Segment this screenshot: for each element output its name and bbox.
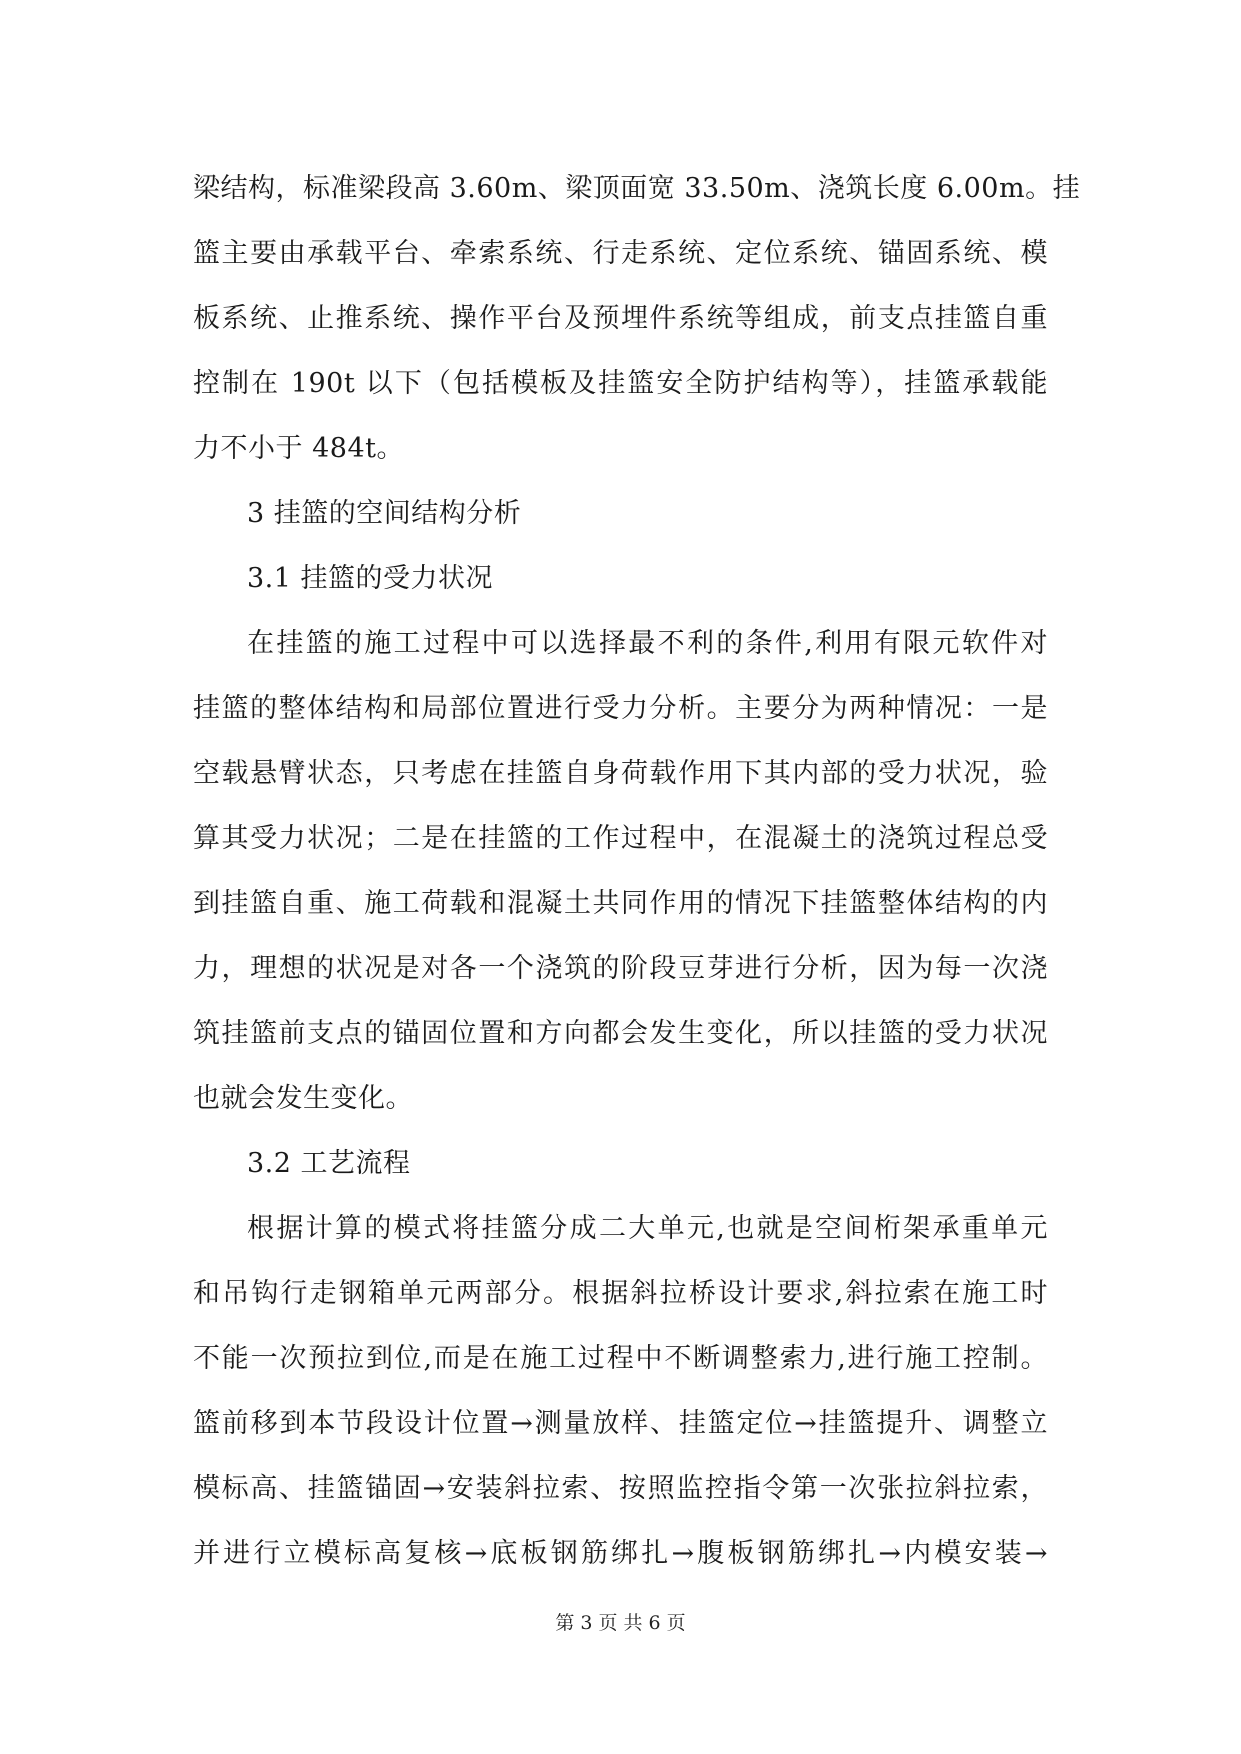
text-line: 筑挂篮前支点的锚固位置和方向都会发生变化，所以挂篮的受力状况 [193, 1018, 1048, 1049]
text-line: 板系统、止推系统、操作平台及预埋件系统等组成，前支点挂篮自重 [193, 303, 1048, 334]
text-line: 空载悬臂状态，只考虑在挂篮自身荷载作用下其内部的受力状况，验 [193, 758, 1048, 789]
text-line: 控制在 190t 以下（包括模板及挂篮安全防护结构等），挂篮承载能 [193, 368, 1048, 399]
text-line: 不能一次预拉到位,而是在施工过程中不断调整索力,进行施工控制。 [193, 1343, 1048, 1374]
text-line: 模标高、挂篮锚固→安装斜拉索、按照监控指令第一次张拉斜拉索， [193, 1473, 1048, 1504]
text-line: 3.1 挂篮的受力状况 [247, 563, 494, 594]
text-line: 篮前移到本节段设计位置→测量放样、挂篮定位→挂篮提升、调整立 [193, 1408, 1048, 1439]
text-line: 和吊钩行走钢箱单元两部分。根据斜拉桥设计要求,斜拉索在施工时 [193, 1278, 1048, 1309]
text-line: 挂篮的整体结构和局部位置进行受力分析。主要分为两种情况：一是 [193, 693, 1048, 724]
text-line: 在挂篮的施工过程中可以选择最不利的条件,利用有限元软件对 [247, 628, 1048, 659]
text-line: 3 挂篮的空间结构分析 [247, 498, 522, 529]
text-line: 根据计算的模式将挂篮分成二大单元,也就是空间桁架承重单元 [247, 1213, 1048, 1244]
text-line: 也就会发生变化。 [193, 1083, 413, 1114]
text-line: 算其受力状况；二是在挂篮的工作过程中，在混凝土的浇筑过程总受 [193, 823, 1048, 854]
text-line: 梁结构，标准梁段高 3.60m、梁顶面宽 33.50m、浇筑长度 6.00m。挂 [193, 173, 1081, 204]
text-line: 并进行立模标高复核→底板钢筋绑扎→腹板钢筋绑扎→内模安装→ [193, 1538, 1048, 1569]
text-line: 到挂篮自重、施工荷载和混凝土共同作用的情况下挂篮整体结构的内 [193, 888, 1048, 919]
text-line: 力不小于 484t。 [193, 433, 404, 464]
text-line: 3.2 工艺流程 [247, 1148, 411, 1179]
page-footer: 第 3 页 共 6 页 [555, 1612, 686, 1634]
text-line: 力，理想的状况是对各一个浇筑的阶段豆芽进行分析，因为每一次浇 [193, 953, 1048, 984]
text-line: 篮主要由承载平台、牵索系统、行走系统、定位系统、锚固系统、模 [193, 238, 1048, 269]
body-text [193, 156, 1081, 1586]
